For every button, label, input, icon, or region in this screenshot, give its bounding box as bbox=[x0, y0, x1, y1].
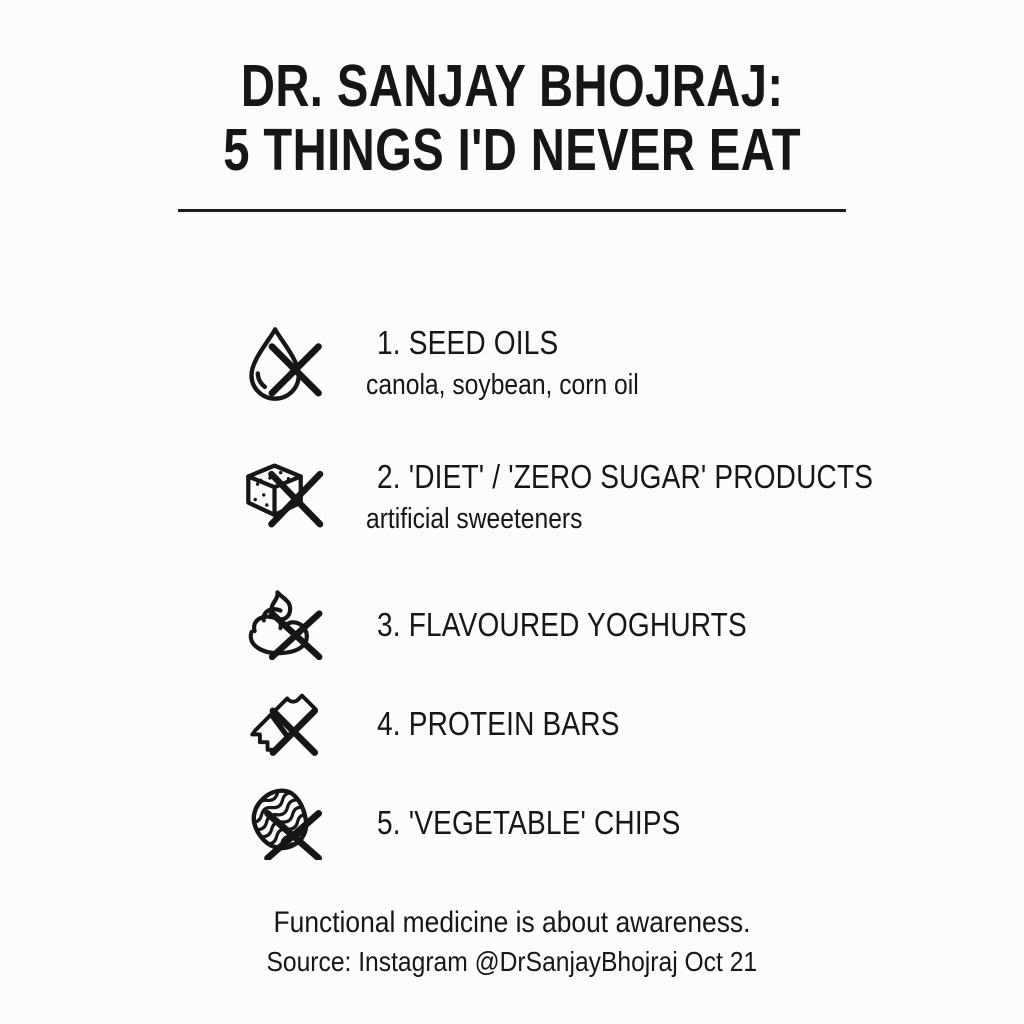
footer bbox=[0, 904, 1024, 981]
list-item bbox=[240, 323, 1024, 404]
list-item-title: 4. PROTEIN BARS bbox=[377, 705, 620, 742]
footer-source: Source: Instagram @DrSanjayBhojraj Oct 21 bbox=[266, 946, 758, 977]
title-line-2: 5 THINGS I'D NEVER EAT bbox=[223, 117, 801, 183]
no-protein-bar-icon bbox=[240, 685, 326, 763]
no-sugar-cube-icon bbox=[240, 461, 326, 535]
title-divider-rule bbox=[178, 209, 846, 212]
list-item-title: 2. 'DIET' / 'ZERO SUGAR' PRODUCTS bbox=[377, 458, 874, 495]
list-item-title: 1. SEED OILS bbox=[377, 324, 559, 361]
no-yoghurt-swirl-icon bbox=[240, 590, 326, 660]
list-item-subtitle: artificial sweeteners bbox=[366, 503, 583, 535]
list-item bbox=[240, 590, 1024, 660]
list-item-text bbox=[366, 704, 662, 744]
list-item-subtitle: canola, soybean, corn oil bbox=[366, 369, 639, 401]
no-vegetable-chips-icon bbox=[240, 786, 326, 860]
never-eat-list bbox=[0, 323, 1024, 860]
list-item-text bbox=[366, 323, 687, 404]
list-item-text bbox=[366, 605, 812, 645]
list-item bbox=[240, 457, 1024, 538]
list-item-text bbox=[366, 457, 961, 538]
list-item-title: 5. 'VEGETABLE' CHIPS bbox=[377, 804, 681, 841]
no-seed-oil-droplet-icon bbox=[240, 325, 326, 403]
list-item-title: 3. FLAVOURED YOGHURTS bbox=[377, 606, 747, 643]
list-item bbox=[240, 685, 1024, 763]
title-line-1: DR. SANJAY BHOJRAJ: bbox=[240, 53, 784, 119]
list-item-text bbox=[366, 803, 734, 843]
footer-tagline: Functional medicine is about awareness. bbox=[273, 906, 751, 939]
page-title bbox=[0, 0, 1024, 182]
list-item bbox=[240, 786, 1024, 860]
